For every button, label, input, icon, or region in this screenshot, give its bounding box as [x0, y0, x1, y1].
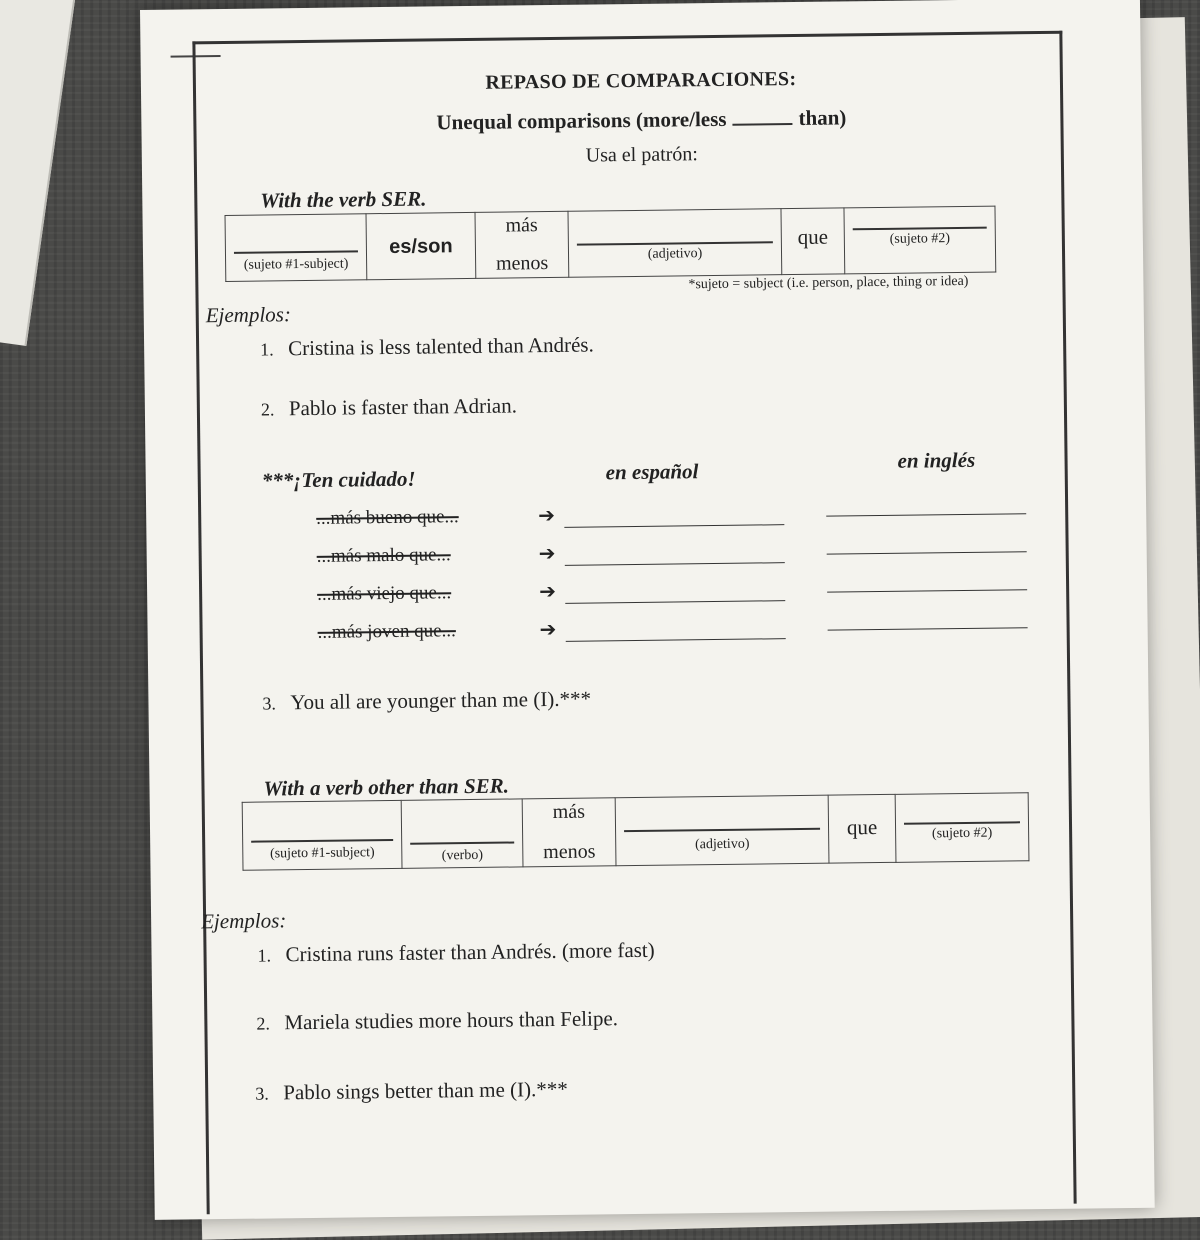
subject2-label: (sujeto #2) — [889, 231, 951, 247]
section-heading-other-verb: With a verb other than SER. — [263, 773, 510, 801]
example-number: 1. — [257, 945, 272, 966]
menos-label: menos — [543, 840, 596, 864]
arrow-icon: ➔ — [538, 578, 557, 604]
example-item — [257, 938, 654, 968]
arrow-icon: ➔ — [538, 502, 556, 528]
irregular-phrase: ...más joven que... — [317, 620, 457, 643]
adjective-label: (adjetivo) — [647, 246, 703, 262]
irregular-phrase: ...más viejo que... — [317, 582, 452, 605]
example-number: 3. — [255, 1083, 269, 1104]
example-text: Cristina runs faster than Andrés. (more fast) — [285, 937, 655, 967]
subject1-label: (sujeto #1-subject) — [269, 845, 375, 862]
subject2-cell — [895, 793, 1029, 863]
example-text: Cristina is less talented than Andrés. — [287, 332, 594, 361]
example-number: 1. — [260, 339, 274, 360]
example-text: You all are younger than me (I).*** — [290, 686, 592, 715]
worksheet-page — [140, 0, 1155, 1220]
example-text: Mariela studies more hours than Felipe. — [284, 1006, 619, 1035]
subject2-blank — [904, 821, 1020, 824]
example-text: Pablo is faster than Adrian. — [288, 393, 518, 421]
que-label: que — [846, 815, 878, 840]
verb-blank — [410, 841, 514, 844]
subject1-cell — [242, 800, 402, 870]
mas-label: más — [505, 214, 538, 237]
example-item — [261, 393, 517, 421]
adjective-label: (adjetivo) — [694, 836, 750, 853]
page-title: REPASO DE COMPARACIONES: — [485, 67, 797, 94]
arrow-icon: ➔ — [539, 616, 557, 642]
verb-cell — [366, 212, 476, 279]
menos-label: menos — [495, 252, 549, 275]
section-heading-ser: With the verb SER. — [260, 186, 427, 213]
background-sheet-left — [0, 0, 77, 346]
careful-heading: ***¡Ten cuidado! — [261, 466, 416, 493]
pattern-instruction: Usa el patrón: — [585, 143, 699, 167]
verb-label: (verbo) — [441, 847, 484, 864]
subject2-blank — [853, 227, 987, 231]
adjective-blank — [624, 828, 820, 832]
pattern-table-other-verb — [242, 792, 1030, 871]
subject2-cell — [844, 206, 996, 274]
example-number: 2. — [260, 399, 275, 420]
example-item — [260, 332, 594, 361]
irregular-phrase: ...más malo que... — [316, 544, 451, 567]
adjective-cell — [568, 209, 782, 278]
column-en-ingles: en inglés — [897, 447, 976, 473]
arrow-icon: ➔ — [538, 540, 556, 566]
que-label: que — [797, 224, 829, 249]
pattern-table-ser — [225, 206, 997, 282]
mas-label: más — [552, 800, 586, 824]
irregular-phrase: ...más bueno que... — [316, 506, 459, 529]
adjective-cell — [615, 795, 829, 866]
example-item — [262, 687, 591, 716]
verb-cell — [401, 799, 523, 868]
subtitle-blank — [733, 123, 793, 126]
subject2-label: (sujeto #2) — [931, 825, 993, 842]
subject-definition-note: *sujeto = subject (i.e. person, place, thing or idea) — [688, 273, 969, 293]
verb-es-son: es/son — [389, 235, 453, 258]
column-en-espanol: en español — [605, 459, 699, 485]
example-text: Pablo sings better than me (I).*** — [283, 1076, 568, 1105]
subject1-blank — [251, 839, 393, 843]
examples-label: Ejemplos: — [200, 908, 287, 934]
examples-label: Ejemplos: — [205, 302, 292, 328]
example-item — [256, 1006, 618, 1035]
more-less-cell — [522, 798, 616, 867]
more-less-cell — [475, 211, 569, 278]
subject1-cell — [225, 214, 367, 282]
subtitle-start: Unequal comparisons (more/less — [436, 106, 727, 135]
subtitle-end: than) — [798, 105, 847, 130]
subject1-label: (sujeto #1-subject) — [243, 256, 349, 273]
subject1-blank — [234, 250, 358, 254]
que-cell — [781, 208, 845, 275]
example-number: 2. — [256, 1013, 271, 1034]
que-cell — [828, 794, 896, 863]
example-number: 3. — [262, 693, 277, 714]
example-item — [255, 1077, 568, 1106]
